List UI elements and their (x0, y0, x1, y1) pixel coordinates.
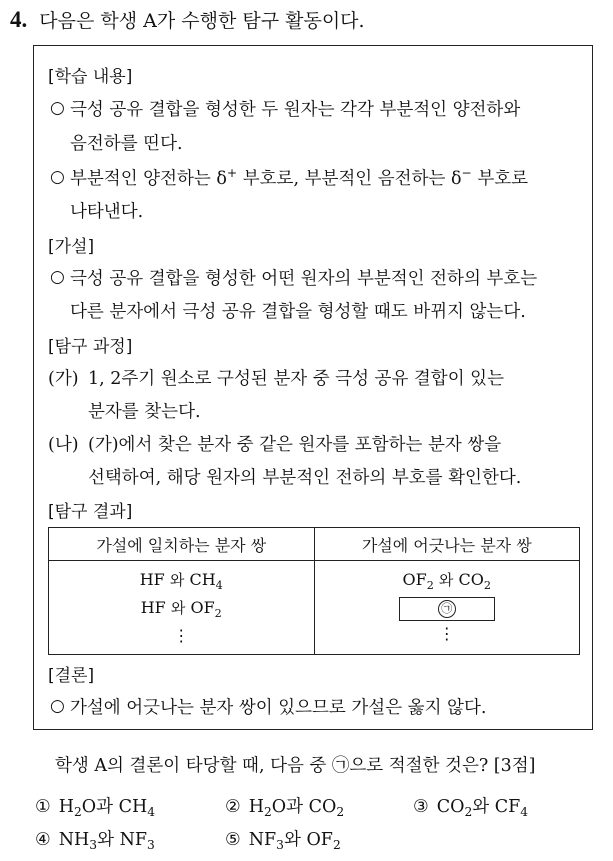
formula: H (58, 797, 74, 817)
formula: OF (402, 570, 427, 589)
formula: CO (308, 797, 337, 817)
choice-number: ① (35, 797, 51, 817)
step-b-label: (나) (48, 435, 79, 455)
josa: 와 (472, 797, 490, 817)
learning-b2-l2: 나타낸다. (70, 202, 144, 222)
subscript: 3 (147, 838, 155, 853)
subscript: 2 (332, 838, 341, 853)
choice-5[interactable] (225, 826, 341, 851)
bullet-icon: ○ (50, 98, 65, 118)
text-part: 부호로 (471, 169, 529, 189)
hypothesis-l1: 극성 공유 결합을 형성한 어떤 원자의 부분적인 전하의 부호는 (70, 269, 538, 289)
delta-minus-sup: − (461, 166, 472, 181)
col1-header: 가설에 일치하는 분자 쌍 (49, 528, 315, 561)
pair-row (50, 567, 313, 595)
formula: CO (458, 570, 484, 589)
subscript: 2 (464, 805, 473, 820)
formula: H (248, 797, 264, 817)
subscript: 2 (483, 578, 491, 592)
learning-b2-l1 (70, 165, 528, 190)
subscript: 4 (147, 805, 156, 820)
blank-row (316, 595, 579, 621)
subscript: 2 (263, 805, 272, 820)
question-text: 학생 A의 결론이 타당할 때, 다음 중 ㉠으로 적절한 것은? [3점] (55, 756, 536, 776)
formula: O (81, 797, 97, 817)
josa: 와 (97, 830, 114, 850)
subscript: 2 (214, 606, 222, 620)
col2-cell (314, 561, 580, 655)
choice-number: ③ (413, 797, 429, 817)
conclusion-l1: 가설에 어긋나는 분자 쌍이 있으므로 가설은 옳지 않다. (70, 698, 487, 718)
josa: 과 (96, 797, 114, 817)
pair-row (316, 567, 579, 595)
choice-4[interactable] (35, 826, 155, 851)
conclusion-title: [결론] (48, 666, 95, 686)
delta-plus-sup: + (226, 166, 238, 181)
step-a-l1: 1, 2주기 원소로 구성된 분자 중 극성 공유 결합이 있는 (88, 369, 504, 389)
step-a-label: (가) (48, 369, 79, 389)
col1-cell (49, 561, 315, 655)
subscript: 2 (73, 805, 82, 820)
inquiry-box (33, 45, 593, 730)
josa: 와 (283, 830, 301, 850)
bullet-icon: ○ (50, 696, 65, 716)
formula: HF (140, 598, 166, 617)
formula: CF (494, 797, 521, 817)
text-part: 부분적인 양전하는 δ (70, 169, 227, 189)
result-title: [탐구 결과] (48, 502, 133, 522)
subscript: 3 (276, 838, 284, 853)
step-b-l1: (가)에서 찾은 분자 중 같은 원자를 포함하는 분자 쌍을 (88, 435, 502, 455)
ellipsis: ⋮ (438, 624, 455, 643)
learning-title: [학습 내용] (48, 67, 133, 87)
hypothesis-l2: 다른 분자에서 극성 공유 결합을 형성할 때도 바뀌지 않는다. (70, 302, 526, 322)
learning-b1-l2: 음전하를 띤다. (70, 134, 183, 154)
blank-box (399, 597, 495, 621)
step-b-l2: 선택하여, 해당 원자의 부분적인 전하의 부호를 확인한다. (88, 468, 522, 488)
subscript: 2 (336, 805, 345, 820)
formula: OF (190, 598, 215, 617)
choice-number: ② (225, 797, 241, 817)
formula: CH (189, 570, 216, 589)
hypothesis-title: [가설] (48, 237, 95, 257)
choice-2[interactable] (225, 793, 344, 818)
result-table (48, 527, 580, 655)
step-a-l2: 분자를 찾는다. (88, 402, 201, 422)
formula: NF (119, 830, 148, 850)
josa: 와 (169, 571, 185, 589)
josa: 와 (170, 599, 186, 617)
choice-3[interactable] (413, 793, 528, 818)
formula: OF (306, 830, 333, 850)
question-header (10, 6, 365, 33)
formula: HF (139, 570, 165, 589)
formula: NF (248, 830, 277, 850)
process-title: [탐구 과정] (48, 337, 133, 357)
question-number: 4. (10, 7, 28, 32)
subscript: 4 (520, 805, 529, 820)
josa: 과 (286, 797, 304, 817)
formula: O (271, 797, 287, 817)
text-part: 부호로, 부분적인 음전하는 δ (237, 169, 462, 189)
choice-number: ⑤ (225, 830, 241, 850)
subscript: 2 (426, 578, 434, 592)
formula: CH (118, 797, 148, 817)
subscript: 4 (215, 578, 223, 592)
bullet-icon: ○ (50, 267, 65, 287)
learning-b1-l1: 극성 공유 결합을 형성한 두 원자는 각각 부분적인 양전하와 (70, 100, 521, 120)
pair-row (50, 595, 313, 623)
ellipsis: ⋮ (173, 626, 190, 645)
col2-header: 가설에 어긋나는 분자 쌍 (314, 528, 580, 561)
choice-number: ④ (35, 830, 51, 850)
bullet-icon: ○ (50, 167, 65, 187)
blank-mark: ㉠ (438, 600, 456, 618)
formula: NH (58, 830, 90, 850)
subscript: 3 (89, 838, 98, 853)
question-intro: 다음은 학생 A가 수행한 탐구 활동이다. (39, 10, 365, 32)
formula: CO (436, 797, 465, 817)
josa: 와 (438, 571, 454, 589)
choice-1[interactable] (35, 793, 155, 818)
